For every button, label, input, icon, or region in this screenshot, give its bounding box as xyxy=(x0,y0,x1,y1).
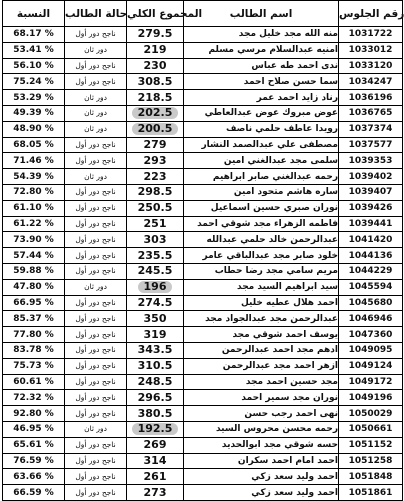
table-row xyxy=(3,406,403,422)
total-value: 245.5 xyxy=(137,264,173,278)
seat-number-cell: 1039402 xyxy=(339,169,403,185)
table-row xyxy=(3,421,403,437)
student-name-cell: رويدا عاطف حلمي ناصف xyxy=(184,121,339,137)
seat-number-cell: 1050029 xyxy=(339,406,403,422)
table-row xyxy=(3,232,403,248)
total-value: 319 xyxy=(143,327,167,341)
percent-cell: 63.66 % xyxy=(3,469,65,485)
total-cell xyxy=(127,27,184,43)
status-cell: ناجح دور أول xyxy=(65,453,127,469)
status-cell: ناجح دور أول xyxy=(65,406,127,422)
total-value-highlighted: 196 xyxy=(138,281,173,293)
status-cell: دور ثان xyxy=(65,121,127,137)
percent-cell: 75.73 % xyxy=(3,358,65,374)
total-value: 230 xyxy=(143,58,167,72)
percent-cell: 54.39 % xyxy=(3,169,65,185)
total-value: 293 xyxy=(143,153,167,167)
student-name-cell: حسه شوقي مجد ابوالحديد xyxy=(184,437,339,453)
table-row xyxy=(3,27,403,43)
total-value: 248.5 xyxy=(137,374,173,388)
student-name-cell: احمد وليد سعد زكي xyxy=(184,469,339,485)
percent-cell: 75.24 % xyxy=(3,74,65,90)
seat-number-cell: 1045680 xyxy=(339,295,403,311)
percent-cell: 56.10 % xyxy=(3,58,65,74)
table-row xyxy=(3,485,403,501)
percent-cell: 57.44 % xyxy=(3,248,65,264)
student-name-cell: نهى احمد رجب حسن xyxy=(184,406,339,422)
seat-number-cell: 1044229 xyxy=(339,263,403,279)
total-value: 350 xyxy=(143,311,167,325)
student-name-cell: سما حسن صلاح احمد xyxy=(184,74,339,90)
percent-cell: 61.22 % xyxy=(3,216,65,232)
table-row xyxy=(3,437,403,453)
total-value: 274.5 xyxy=(137,295,173,309)
total-cell xyxy=(127,184,184,200)
status-cell: ناجح دور أول xyxy=(65,184,127,200)
table-row xyxy=(3,295,403,311)
total-value: 380.5 xyxy=(137,406,173,420)
seat-number-cell: 1049095 xyxy=(339,342,403,358)
percent-cell: 48.90 % xyxy=(3,121,65,137)
seat-number-cell: 1051861 xyxy=(339,485,403,501)
total-cell xyxy=(127,42,184,58)
total-cell xyxy=(127,232,184,248)
total-cell xyxy=(127,137,184,153)
total-value: 273 xyxy=(143,485,167,499)
total-value-highlighted: 192.5 xyxy=(132,423,179,435)
student-name-cell: ساره هاشم متحود امين xyxy=(184,184,339,200)
seat-number-cell: 1047360 xyxy=(339,327,403,343)
total-cell xyxy=(127,295,184,311)
student-name-cell: احمد هلال عطيه خليل xyxy=(184,295,339,311)
student-name-cell: سيد ابراهيم السيد مجد xyxy=(184,279,339,295)
percent-cell: 66.59 % xyxy=(3,485,65,501)
student-name-cell: مجد حسين احمد مجد xyxy=(184,374,339,390)
total-cell xyxy=(127,248,184,264)
status-cell: ناجح دور أول xyxy=(65,374,127,390)
percent-cell: 53.41 % xyxy=(3,42,65,58)
student-name-cell: ادهم مجد احمد عبدالرحمن xyxy=(184,342,339,358)
total-value: 310.5 xyxy=(137,359,173,373)
seat-number-cell: 1033012 xyxy=(339,42,403,58)
status-cell: ناجح دور أول xyxy=(65,232,127,248)
student-name-cell: نوران مجد سمير احمد xyxy=(184,390,339,406)
status-cell: ناجح دور أول xyxy=(65,263,127,279)
status-cell: ناجح دور أول xyxy=(65,137,127,153)
percent-cell: 61.10 % xyxy=(3,200,65,216)
status-cell: دور ثان xyxy=(65,42,127,58)
total-value-highlighted: 202.5 xyxy=(132,107,179,119)
total-value: 314 xyxy=(143,453,167,467)
student-name-cell: ندى احمد طه عباس xyxy=(184,58,339,74)
status-cell: ناجح دور أول xyxy=(65,390,127,406)
total-cell xyxy=(127,358,184,374)
results-table xyxy=(2,0,403,501)
percent-cell: 83.78 % xyxy=(3,342,65,358)
total-cell xyxy=(127,263,184,279)
total-value: 279.5 xyxy=(137,27,173,41)
total-value: 343.5 xyxy=(137,343,173,357)
percent-cell: 68.17 % xyxy=(3,27,65,43)
seat-number-cell: 1046946 xyxy=(339,311,403,327)
table-row xyxy=(3,216,403,232)
percent-cell: 85.37 % xyxy=(3,311,65,327)
table-row xyxy=(3,279,403,295)
percent-cell: 49.39 % xyxy=(3,105,65,121)
total-cell xyxy=(127,390,184,406)
student-name-cell: فاطمه الزهراء مجد شوقي احمد xyxy=(184,216,339,232)
status-cell: ناجح دور أول xyxy=(65,200,127,216)
status-cell: ناجح دور أول xyxy=(65,58,127,74)
student-name-cell: منه الله مجد خليل مجد xyxy=(184,27,339,43)
status-cell: دور ثان xyxy=(65,279,127,295)
table-row xyxy=(3,248,403,264)
table-row xyxy=(3,184,403,200)
table-row xyxy=(3,90,403,106)
status-cell: ناجح دور أول xyxy=(65,27,127,43)
student-name-cell: احمد امام احمد سكران xyxy=(184,453,339,469)
total-value: 251 xyxy=(143,216,167,230)
table-row xyxy=(3,42,403,58)
table-row xyxy=(3,358,403,374)
status-cell: دور ثان xyxy=(65,169,127,185)
status-cell: دور ثان xyxy=(65,90,127,106)
seat-number-cell: 1031722 xyxy=(339,27,403,43)
percent-cell: 92.80 % xyxy=(3,406,65,422)
percent-cell: 53.29 % xyxy=(3,90,65,106)
status-cell: دور ثان xyxy=(65,105,127,121)
total-cell xyxy=(127,437,184,453)
seat-number-cell: 1051152 xyxy=(339,437,403,453)
table-row xyxy=(3,169,403,185)
table-row xyxy=(3,58,403,74)
status-cell: ناجح دور أول xyxy=(65,74,127,90)
status-cell: ناجح دور أول xyxy=(65,342,127,358)
total-value: 296.5 xyxy=(137,390,173,404)
table-row xyxy=(3,137,403,153)
header-row xyxy=(3,1,403,27)
table-row xyxy=(3,153,403,169)
total-value: 223 xyxy=(143,169,167,183)
total-value: 235.5 xyxy=(137,248,173,262)
status-cell: ناجح دور أول xyxy=(65,216,127,232)
table-row xyxy=(3,74,403,90)
percent-cell: 66.95 % xyxy=(3,295,65,311)
student-name-cell: مريم سامي مجد رضا حطاب xyxy=(184,263,339,279)
table-row xyxy=(3,342,403,358)
total-cell xyxy=(127,279,184,295)
total-cell xyxy=(127,74,184,90)
student-name-cell: عوض مبروك عوض عبدالعاطي xyxy=(184,105,339,121)
total-cell xyxy=(127,58,184,74)
seat-number-cell: 1033120 xyxy=(339,58,403,74)
student-name-cell: رحمه عبدالغني صابر ابراهيم xyxy=(184,169,339,185)
total-cell xyxy=(127,485,184,501)
student-name-cell: عبدالرحمن خالد حلمي عبدالله xyxy=(184,232,339,248)
student-name-cell: عبدالرحمن مجد عبدالجواد مجد xyxy=(184,311,339,327)
seat-number-cell: 1034247 xyxy=(339,74,403,90)
student-name-cell: امنيه عبدالسلام مرسي مسلم xyxy=(184,42,339,58)
seat-number-cell: 1045594 xyxy=(339,279,403,295)
student-name-cell: مصطفى علي عبدالصمد النشار xyxy=(184,137,339,153)
total-cell xyxy=(127,200,184,216)
seat-number-cell: 1039353 xyxy=(339,153,403,169)
total-value: 303 xyxy=(143,232,167,246)
total-value: 250.5 xyxy=(137,201,173,215)
percent-cell: 77.80 % xyxy=(3,327,65,343)
seat-number-cell: 1050661 xyxy=(339,421,403,437)
seat-number-cell: 1041420 xyxy=(339,232,403,248)
header-total: المجموع الكلي xyxy=(127,1,184,27)
seat-number-cell: 1049124 xyxy=(339,358,403,374)
header-name: اسم الطالب xyxy=(184,1,339,27)
status-cell: ناجح دور أول xyxy=(65,485,127,501)
status-cell: ناجح دور أول xyxy=(65,248,127,264)
percent-cell: 76.59 % xyxy=(3,453,65,469)
percent-cell: 47.80 % xyxy=(3,279,65,295)
percent-cell: 72.80 % xyxy=(3,184,65,200)
seat-number-cell: 1049196 xyxy=(339,390,403,406)
total-cell xyxy=(127,311,184,327)
total-cell xyxy=(127,469,184,485)
total-value: 219 xyxy=(143,43,167,57)
seat-number-cell: 1037374 xyxy=(339,121,403,137)
total-value-highlighted: 200.5 xyxy=(132,123,179,135)
total-cell xyxy=(127,342,184,358)
total-value: 261 xyxy=(143,469,167,483)
table-row xyxy=(3,311,403,327)
total-cell xyxy=(127,374,184,390)
status-cell: ناجح دور أول xyxy=(65,311,127,327)
percent-cell: 46.95 % xyxy=(3,421,65,437)
student-name-cell: رناد زايد احمد عمر xyxy=(184,90,339,106)
seat-number-cell: 1051258 xyxy=(339,453,403,469)
percent-cell: 73.90 % xyxy=(3,232,65,248)
status-cell: ناجح دور أول xyxy=(65,358,127,374)
seat-number-cell: 1049172 xyxy=(339,374,403,390)
total-value: 279 xyxy=(143,137,167,151)
percent-cell: 71.46 % xyxy=(3,153,65,169)
status-cell: ناجح دور أول xyxy=(65,437,127,453)
student-name-cell: يوسف احمد شوقي مجد xyxy=(184,327,339,343)
student-name-cell: خلود صابر مجد عبدالباقي عامر xyxy=(184,248,339,264)
seat-number-cell: 1036765 xyxy=(339,105,403,121)
table-row xyxy=(3,469,403,485)
header-percent: النسبة xyxy=(3,1,65,27)
status-cell: ناجح دور أول xyxy=(65,295,127,311)
student-name-cell: احمد وليد سعد زكي xyxy=(184,485,339,501)
seat-number-cell: 1044136 xyxy=(339,248,403,264)
total-value: 298.5 xyxy=(137,185,173,199)
total-cell xyxy=(127,105,184,121)
seat-number-cell: 1037577 xyxy=(339,137,403,153)
seat-number-cell: 1039441 xyxy=(339,216,403,232)
percent-cell: 60.61 % xyxy=(3,374,65,390)
table-row xyxy=(3,121,403,137)
total-cell xyxy=(127,406,184,422)
percent-cell: 59.88 % xyxy=(3,263,65,279)
total-cell xyxy=(127,327,184,343)
student-name-cell: رحمه محسن محروس السيد xyxy=(184,421,339,437)
percent-cell: 65.61 % xyxy=(3,437,65,453)
total-cell xyxy=(127,121,184,137)
table-row xyxy=(3,263,403,279)
table-row xyxy=(3,105,403,121)
status-cell: دور ثان xyxy=(65,421,127,437)
total-value: 308.5 xyxy=(137,74,173,88)
student-name-cell: ازهر احمد مجد عبدالرحمن xyxy=(184,358,339,374)
header-status: حالة الطالب xyxy=(65,1,127,27)
header-seat: رقم الجلوس xyxy=(339,1,403,27)
student-name-cell: نوران صبري حسين اسماعيل xyxy=(184,200,339,216)
total-cell xyxy=(127,90,184,106)
seat-number-cell: 1039426 xyxy=(339,200,403,216)
total-cell xyxy=(127,153,184,169)
total-value: 269 xyxy=(143,438,167,452)
table-row xyxy=(3,453,403,469)
seat-number-cell: 1039407 xyxy=(339,184,403,200)
total-cell xyxy=(127,169,184,185)
percent-cell: 68.05 % xyxy=(3,137,65,153)
status-cell: ناجح دور أول xyxy=(65,153,127,169)
seat-number-cell: 1051848 xyxy=(339,469,403,485)
percent-cell: 72.32 % xyxy=(3,390,65,406)
status-cell: ناجح دور أول xyxy=(65,327,127,343)
status-cell: ناجح دور أول xyxy=(65,469,127,485)
table-row xyxy=(3,327,403,343)
seat-number-cell: 1036196 xyxy=(339,90,403,106)
table-row xyxy=(3,390,403,406)
total-cell xyxy=(127,453,184,469)
results-body xyxy=(3,27,403,501)
total-value: 218.5 xyxy=(137,90,173,104)
table-row xyxy=(3,374,403,390)
total-cell xyxy=(127,421,184,437)
table-row xyxy=(3,200,403,216)
total-cell xyxy=(127,216,184,232)
student-name-cell: سلمى مجد عبدالغني امين xyxy=(184,153,339,169)
